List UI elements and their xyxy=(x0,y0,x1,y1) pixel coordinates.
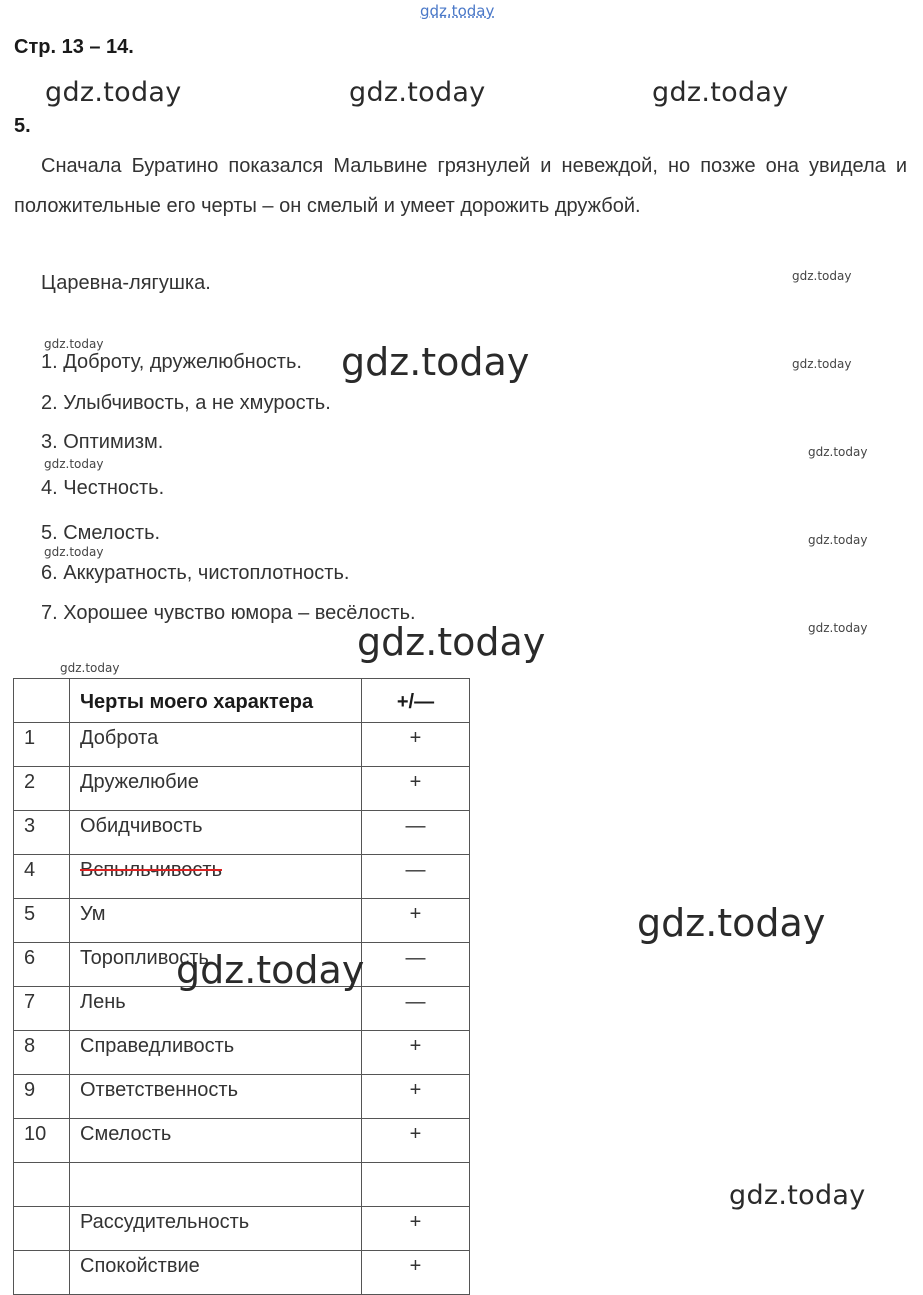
trait-cell xyxy=(70,855,362,899)
table-row xyxy=(14,1207,470,1251)
list-item: 2. Улыбчивость, а не хмурость. xyxy=(41,392,331,414)
header-cell: Черты моего характера xyxy=(70,679,362,723)
row-number: 4 xyxy=(14,855,70,899)
watermark: gdz.today xyxy=(808,621,868,635)
table-row xyxy=(14,1075,470,1119)
watermark: gdz.today xyxy=(45,77,182,108)
table-row xyxy=(14,1251,470,1295)
list-item: 1. Доброту, дружелюбность. xyxy=(41,351,302,373)
struck-trait-text: Вспыльчивость xyxy=(80,859,222,881)
list-item: 5. Смелость. xyxy=(41,522,161,544)
table-row-empty xyxy=(14,1163,470,1207)
watermark: gdz.today xyxy=(637,901,826,945)
table-row xyxy=(14,1119,470,1163)
trait-cell: Ответственность xyxy=(70,1075,362,1119)
trait-cell: Дружелюбие xyxy=(70,767,362,811)
trait-cell: Обидчивость xyxy=(70,811,362,855)
list-item: 7. Хорошее чувство юмора – весёлость. xyxy=(41,602,416,624)
watermark: gdz.today xyxy=(44,545,104,559)
trait-cell: Ум xyxy=(70,899,362,943)
list-item: 4. Честность. xyxy=(41,477,165,499)
mark-cell: + xyxy=(362,1031,470,1075)
row-number: 7 xyxy=(14,987,70,1031)
row-number: 6 xyxy=(14,943,70,987)
mark-cell: + xyxy=(362,1075,470,1119)
trait-cell: Доброта xyxy=(70,723,362,767)
watermark: gdz.today xyxy=(44,337,104,351)
list-item: 6. Аккуратность, чистоплотность. xyxy=(41,562,350,584)
watermark: gdz.today xyxy=(44,457,104,471)
table-header-row xyxy=(14,679,470,723)
trait-cell: Рассудительность xyxy=(70,1207,362,1251)
mark-cell: — xyxy=(362,987,470,1031)
row-number: 2 xyxy=(14,767,70,811)
watermark: gdz.today xyxy=(792,269,852,283)
mark-cell: + xyxy=(362,767,470,811)
table-row xyxy=(14,723,470,767)
row-number: 9 xyxy=(14,1075,70,1119)
table-row xyxy=(14,811,470,855)
watermark: gdz.today xyxy=(60,661,120,675)
table-row xyxy=(14,855,470,899)
row-number: 5 xyxy=(14,899,70,943)
trait-cell: Торопливость xyxy=(70,943,362,987)
answer-paragraph: Сначала Буратино показался Мальвине грязнулей и невеждой, но позже она увидела и положительные его черты – он смелый и умеет дорожить дружбой. xyxy=(14,155,907,217)
mark-cell: + xyxy=(362,1119,470,1163)
row-number: 8 xyxy=(14,1031,70,1075)
watermark: gdz.today xyxy=(729,1180,866,1211)
mark-cell: + xyxy=(362,899,470,943)
table-row xyxy=(14,987,470,1031)
trait-cell xyxy=(70,1163,362,1207)
row-number: 3 xyxy=(14,811,70,855)
watermark: gdz.today xyxy=(792,357,852,371)
mark-cell: — xyxy=(362,811,470,855)
trait-cell: Лень xyxy=(70,987,362,1031)
watermark: gdz.today xyxy=(808,445,868,459)
task-number: 5. xyxy=(14,115,31,137)
watermark: gdz.today xyxy=(176,948,365,992)
trait-cell: Смелость xyxy=(70,1119,362,1163)
list-item: 3. Оптимизм. xyxy=(41,431,164,453)
header-cell xyxy=(14,679,70,723)
row-number xyxy=(14,1251,70,1295)
watermark: gdz.today xyxy=(341,340,530,384)
watermark-top[interactable]: gdz.today xyxy=(420,2,495,20)
page-reference: Стр. 13 – 14. xyxy=(14,36,134,58)
mark-cell: + xyxy=(362,1207,470,1251)
table-row xyxy=(14,1031,470,1075)
watermark: gdz.today xyxy=(357,620,546,664)
watermark: gdz.today xyxy=(349,77,486,108)
watermark: gdz.today xyxy=(808,533,868,547)
row-number xyxy=(14,1163,70,1207)
section-title: Царевна-лягушка. xyxy=(41,272,211,294)
mark-cell: — xyxy=(362,855,470,899)
header-cell: +/— xyxy=(362,679,470,723)
watermark: gdz.today xyxy=(652,77,789,108)
table-row xyxy=(14,899,470,943)
table-row xyxy=(14,767,470,811)
mark-cell: + xyxy=(362,1251,470,1295)
row-number: 1 xyxy=(14,723,70,767)
mark-cell: — xyxy=(362,943,470,987)
mark-cell: + xyxy=(362,723,470,767)
row-number: 10 xyxy=(14,1119,70,1163)
mark-cell xyxy=(362,1163,470,1207)
trait-cell: Справедливость xyxy=(70,1031,362,1075)
trait-cell: Спокойствие xyxy=(70,1251,362,1295)
row-number xyxy=(14,1207,70,1251)
